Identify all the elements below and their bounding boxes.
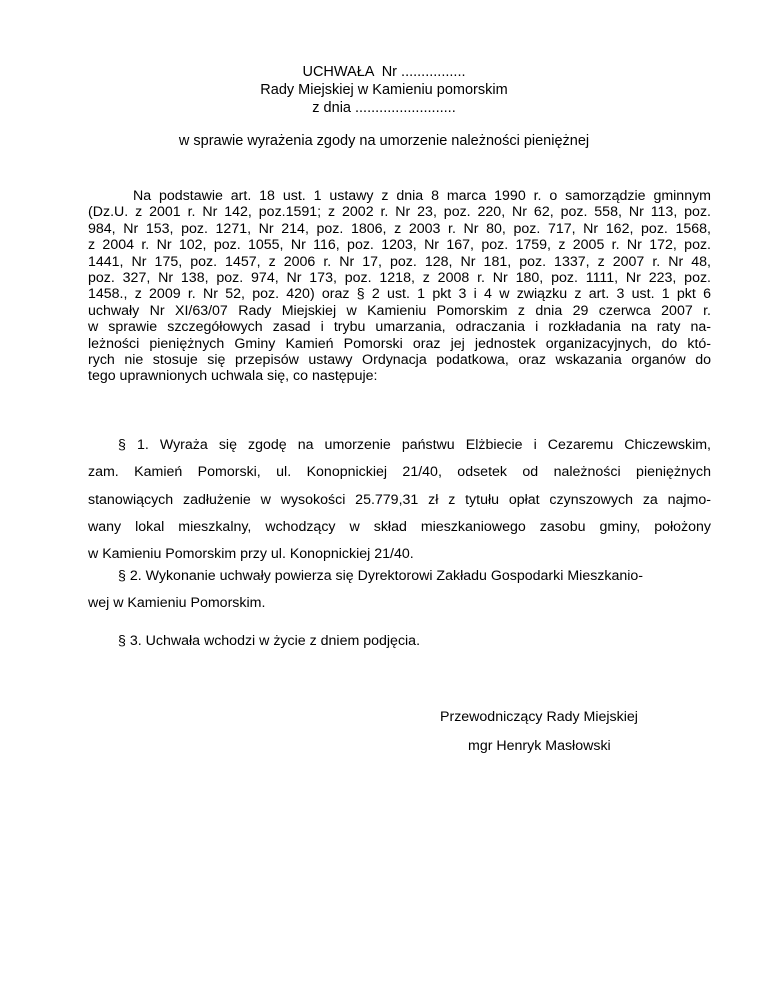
legal-basis-line: (Dz.U. z 2001 r. Nr 142, poz.1591; z 2002 r. Nr 23, poz. 220, Nr 62, poz. 558, Nr 113, poz.	[88, 204, 711, 221]
legal-basis-line: poz. 327, Nr 138, poz. 974, Nr 173, poz. 1218, z 2008 r. Nr 180, poz. 1111, Nr 223, poz.	[88, 270, 711, 287]
legal-basis-line: 1458., z 2009 r. Nr 52, poz. 420) oraz § 2 ust. 1 pkt 3 i 4 w związku z art. 3 ust. 1 pkt 6	[88, 286, 711, 303]
legal-basis-paragraph	[88, 188, 711, 385]
legal-basis-line: tego uprawnionych uchwala się, co następuje:	[88, 368, 378, 385]
section-2-line: wej w Kamieniu Pomorskim.	[88, 595, 266, 612]
signatory-title: Przewodniczący Rady Miejskiej	[440, 709, 638, 725]
legal-basis-line: Na podstawie art. 18 ust. 1 ustawy z dnia 8 marca 1990 r. o samorządzie gminnym	[133, 188, 711, 204]
legal-basis-line: 1441, Nr 175, poz. 1457, z 2006 r. Nr 17, poz. 128, Nr 181, poz. 1337, z 2007 r. Nr 48,	[88, 253, 711, 270]
section-2-paragraph	[88, 563, 711, 618]
section-1-line: w Kamieniu Pomorskim przy ul. Konopnickiej 21/40.	[88, 546, 414, 563]
section-1-line: stanowiących zadłużenie w wysokości 25.779,31 zł z tytułu opłat czynszowych za najmo-	[88, 491, 711, 508]
legal-basis-line: z 2004 r. Nr 102, poz. 1055, Nr 116, poz. 1203, Nr 167, poz. 1759, z 2005 r. Nr 172, poz.	[88, 237, 711, 254]
section-1-line: § 1. Wyraża się zgodę na umorzenie państwu Elżbiecie i Cezaremu Chiczewskim,	[118, 437, 711, 453]
section-1-line: wany lokal mieszkalny, wchodzący w skład mieszkaniowego zasobu gminy, położony	[88, 518, 711, 535]
legal-basis-line: rych nie stosuje się przepisów ustawy Ordynacja podatkowa, oraz wskazania organów do	[88, 352, 711, 369]
legal-basis-line: w sprawie szczegółowych zasad i trybu umarzania, odraczania i rozkładania na raty na-	[88, 319, 711, 336]
council-name: Rady Miejskiej w Kamieniu pomorskim	[260, 82, 508, 98]
section-1-paragraph	[88, 432, 711, 568]
resolution-subject: w sprawie wyrażenia zgody na umorzenie należności pieniężnej	[178, 133, 590, 149]
legal-basis-line: leżności pieniężnych Gminy Kamień Pomorski oraz jej jednostek organizacyjnych, do któ-	[88, 335, 711, 352]
resolution-header	[0, 63, 768, 117]
resolution-date: z dnia .........................	[312, 100, 456, 116]
section-3-paragraph: § 3. Uchwała wchodzi w życie z dniem podjęcia.	[118, 633, 421, 649]
legal-basis-line: uchwały Nr XI/63/07 Rady Miejskiej w Kamieniu Pomorskim z dnia 29 czerwca 2007 r.	[88, 302, 711, 319]
signatory-name: mgr Henryk Masłowski	[468, 738, 611, 754]
section-2-line: § 2. Wykonanie uchwały powierza się Dyrektorowi Zakładu Gospodarki Mieszkanio-	[118, 568, 644, 584]
resolution-number: UCHWAŁA Nr ................	[302, 64, 466, 80]
section-1-line: zam. Kamień Pomorski, ul. Konopnickiej 21/40, odsetek od należności pieniężnych	[88, 464, 711, 481]
legal-basis-line: 984, Nr 153, poz. 1271, Nr 214, poz. 1806, z 2003 r. Nr 80, poz. 717, Nr 162, poz. 1568,	[88, 220, 711, 237]
